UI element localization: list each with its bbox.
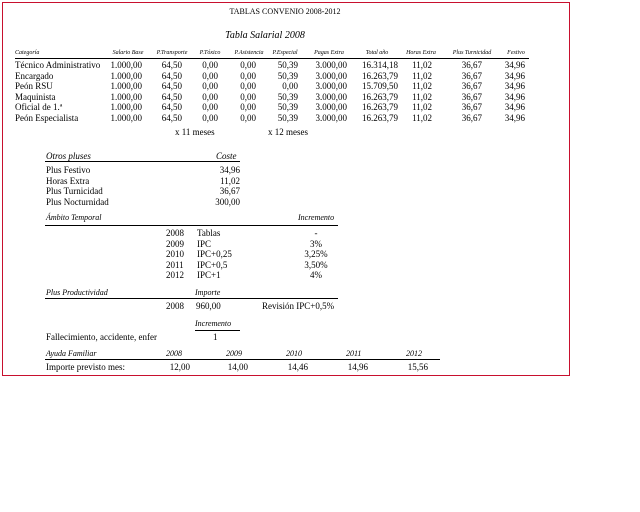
plus-label: Plus Nocturnidad — [46, 196, 109, 207]
salary-cell: 1.000,00 — [110, 81, 142, 92]
salary-cell: 3.000,00 — [315, 81, 347, 92]
salary-cell: 11,02 — [412, 91, 432, 102]
productividad-importe: 960,00 — [196, 301, 221, 311]
salary-cell: 11,02 — [412, 70, 432, 81]
plus-label: Horas Extra — [46, 175, 90, 186]
note-12-meses: x 12 meses — [268, 127, 308, 137]
ambito-header: Ámbito Temporal — [46, 213, 102, 222]
ambito-desc: IPC+0,25 — [197, 249, 232, 260]
column-header: Festivo — [507, 50, 525, 56]
ambito-desc: Tablas — [197, 228, 221, 238]
column-header: Plus Turnicidad — [452, 50, 492, 56]
salary-cell: 0,00 — [202, 91, 218, 102]
header-rule — [15, 58, 529, 59]
salary-cell: 16.263,79 — [362, 91, 398, 102]
ambito-incr: 4% — [310, 270, 322, 281]
otros-rule — [45, 161, 240, 162]
ayuda-year: 2011 — [346, 349, 362, 358]
salary-cell: 11,02 — [412, 60, 432, 70]
document-title: TABLAS CONVENIO 2008-2012 — [229, 7, 341, 16]
salary-cell: 3.000,00 — [315, 113, 347, 123]
salary-cell: 16.263,79 — [362, 102, 398, 113]
productividad-year: 2008 — [166, 301, 184, 311]
column-header: Pagas Extra — [314, 50, 344, 56]
ayuda-value: 14,00 — [227, 362, 248, 372]
ayuda-header: Ayuda Familiar — [46, 349, 97, 358]
salary-cell: 0,00 — [202, 81, 218, 92]
salary-cell: 64,50 — [161, 113, 182, 123]
productividad-header: Plus Productividad — [46, 288, 108, 297]
ayuda-year: 2009 — [226, 349, 242, 358]
ambito-year: 2008 — [166, 228, 184, 238]
salary-cell: 36,67 — [461, 91, 482, 102]
salary-cell: 64,50 — [161, 102, 182, 113]
salary-cell: Encargado — [15, 70, 54, 81]
plus-label: Plus Festivo — [46, 165, 91, 175]
salary-cell: 0,00 — [202, 60, 218, 70]
column-header: Horas Extra — [406, 50, 436, 56]
salary-cell: Peón Especialista — [15, 113, 79, 123]
ayuda-rule — [45, 359, 440, 360]
coste-header: Coste — [216, 151, 237, 161]
salary-cell: 15.709,50 — [362, 81, 398, 92]
ayuda-year: 2008 — [166, 349, 182, 358]
salary-cell: 0,00 — [240, 102, 256, 113]
ambito-desc: IPC — [197, 238, 212, 249]
ambito-desc: IPC+0,5 — [197, 259, 228, 270]
ambito-year: 2011 — [166, 259, 184, 270]
column-header: P.Transporte — [156, 50, 188, 56]
salary-cell: 0,00 — [282, 81, 298, 92]
salary-cell: 36,67 — [461, 113, 482, 123]
salary-cell: 64,50 — [161, 70, 182, 81]
plus-value: 36,67 — [219, 186, 240, 197]
column-header: Salario Base — [112, 50, 144, 56]
salary-cell: 36,67 — [461, 70, 482, 81]
ambito-year: 2010 — [166, 249, 184, 260]
fallecimiento-label: Fallecimiento, accidente, enfer — [46, 332, 157, 342]
salary-cell: 50,39 — [277, 60, 298, 70]
salary-cell: 0,00 — [240, 81, 256, 92]
salary-cell: 1.000,00 — [110, 60, 142, 70]
salary-cell: 36,67 — [461, 81, 482, 92]
salary-cell: 0,00 — [202, 113, 218, 123]
salary-cell: 3.000,00 — [315, 70, 347, 81]
salary-cell: 11,02 — [412, 113, 432, 123]
salary-cell: Técnico Administrativo — [15, 60, 101, 70]
salary-cell: 34,96 — [504, 102, 525, 113]
salary-cell: 0,00 — [240, 60, 256, 70]
salary-cell: 50,39 — [277, 91, 298, 102]
ayuda-value: 14,96 — [347, 362, 368, 372]
ambito-incr: 3,50% — [304, 259, 328, 270]
ayuda-value: 15,56 — [407, 362, 428, 372]
salary-cell: 36,67 — [461, 102, 482, 113]
salary-cell: 3.000,00 — [315, 60, 347, 70]
fallecimiento-incr-header: Incremento — [195, 319, 232, 328]
column-header: P.Tóxico — [199, 50, 221, 56]
salary-cell: 3.000,00 — [315, 91, 347, 102]
salary-cell: 0,00 — [240, 113, 256, 123]
salary-cell: 3.000,00 — [315, 102, 347, 113]
salary-cell: 64,50 — [161, 81, 182, 92]
ambito-rule — [45, 225, 338, 226]
ayuda-year: 2012 — [406, 349, 422, 358]
salary-cell: 16.263,79 — [362, 70, 398, 81]
salary-cell: 50,39 — [277, 102, 298, 113]
salary-cell: Maquinista — [15, 91, 56, 102]
salary-cell: 11,02 — [412, 102, 432, 113]
salary-cell: 50,39 — [277, 113, 298, 123]
salary-cell: 1.000,00 — [110, 91, 142, 102]
salary-cell: 1.000,00 — [110, 102, 142, 113]
salary-cell: 34,96 — [504, 113, 525, 123]
column-header: P.Asistencia — [234, 50, 264, 56]
salary-cell: 0,00 — [202, 102, 218, 113]
ayuda-row-label: Importe previsto mes: — [46, 362, 125, 372]
ayuda-year: 2010 — [286, 349, 302, 358]
productividad-rule — [45, 298, 338, 299]
salary-cell: 0,00 — [202, 70, 218, 81]
ambito-incr: - — [314, 228, 318, 238]
salary-cell: 34,96 — [504, 70, 525, 81]
fallecimiento-value: 1 — [213, 332, 218, 342]
salary-cell: 64,50 — [161, 60, 182, 70]
salary-cell: 0,00 — [240, 70, 256, 81]
salary-table-title: Tabla Salarial 2008 — [225, 30, 305, 41]
ambito-year: 2012 — [166, 270, 184, 281]
salary-cell: 16.263,79 — [362, 113, 398, 123]
salary-cell: 50,39 — [277, 70, 298, 81]
column-header: Categoría — [15, 50, 40, 56]
column-header: Total año — [365, 50, 389, 56]
otros-pluses-header: Otros pluses — [46, 151, 91, 161]
incremento-header: Incremento — [298, 213, 335, 222]
salary-cell: 34,96 — [504, 91, 525, 102]
salary-cell: 0,00 — [240, 91, 256, 102]
productividad-note: Revisión IPC+0,5% — [262, 301, 335, 311]
plus-value: 300,00 — [215, 196, 240, 207]
ambito-desc: IPC+1 — [197, 270, 221, 281]
salary-cell: Peón RSU — [15, 81, 53, 92]
ambito-year: 2009 — [166, 238, 184, 249]
salary-cell: 64,50 — [161, 91, 182, 102]
ayuda-value: 12,00 — [169, 362, 190, 372]
note-11-meses: x 11 meses — [175, 127, 215, 137]
plus-value: 34,96 — [219, 165, 240, 175]
importe-header: Importe — [195, 288, 221, 297]
fallecimiento-rule — [195, 330, 240, 331]
ambito-incr: 3% — [310, 238, 322, 249]
salary-cell: 11,02 — [412, 81, 432, 92]
plus-value: 11,02 — [220, 175, 240, 186]
ayuda-value: 14,46 — [287, 362, 308, 372]
salary-cell: 1.000,00 — [110, 113, 142, 123]
salary-cell: 1.000,00 — [110, 70, 142, 81]
salary-cell: Oficial de 1.ª — [15, 102, 63, 113]
salary-cell: 34,96 — [504, 81, 525, 92]
ambito-incr: 3,25% — [304, 249, 328, 260]
salary-cell: 16.314,18 — [362, 60, 398, 70]
salary-cell: 34,96 — [504, 60, 525, 70]
salary-cell: 36,67 — [461, 60, 482, 70]
plus-label: Plus Turnicidad — [46, 186, 103, 197]
column-header: P.Especial — [272, 50, 298, 56]
